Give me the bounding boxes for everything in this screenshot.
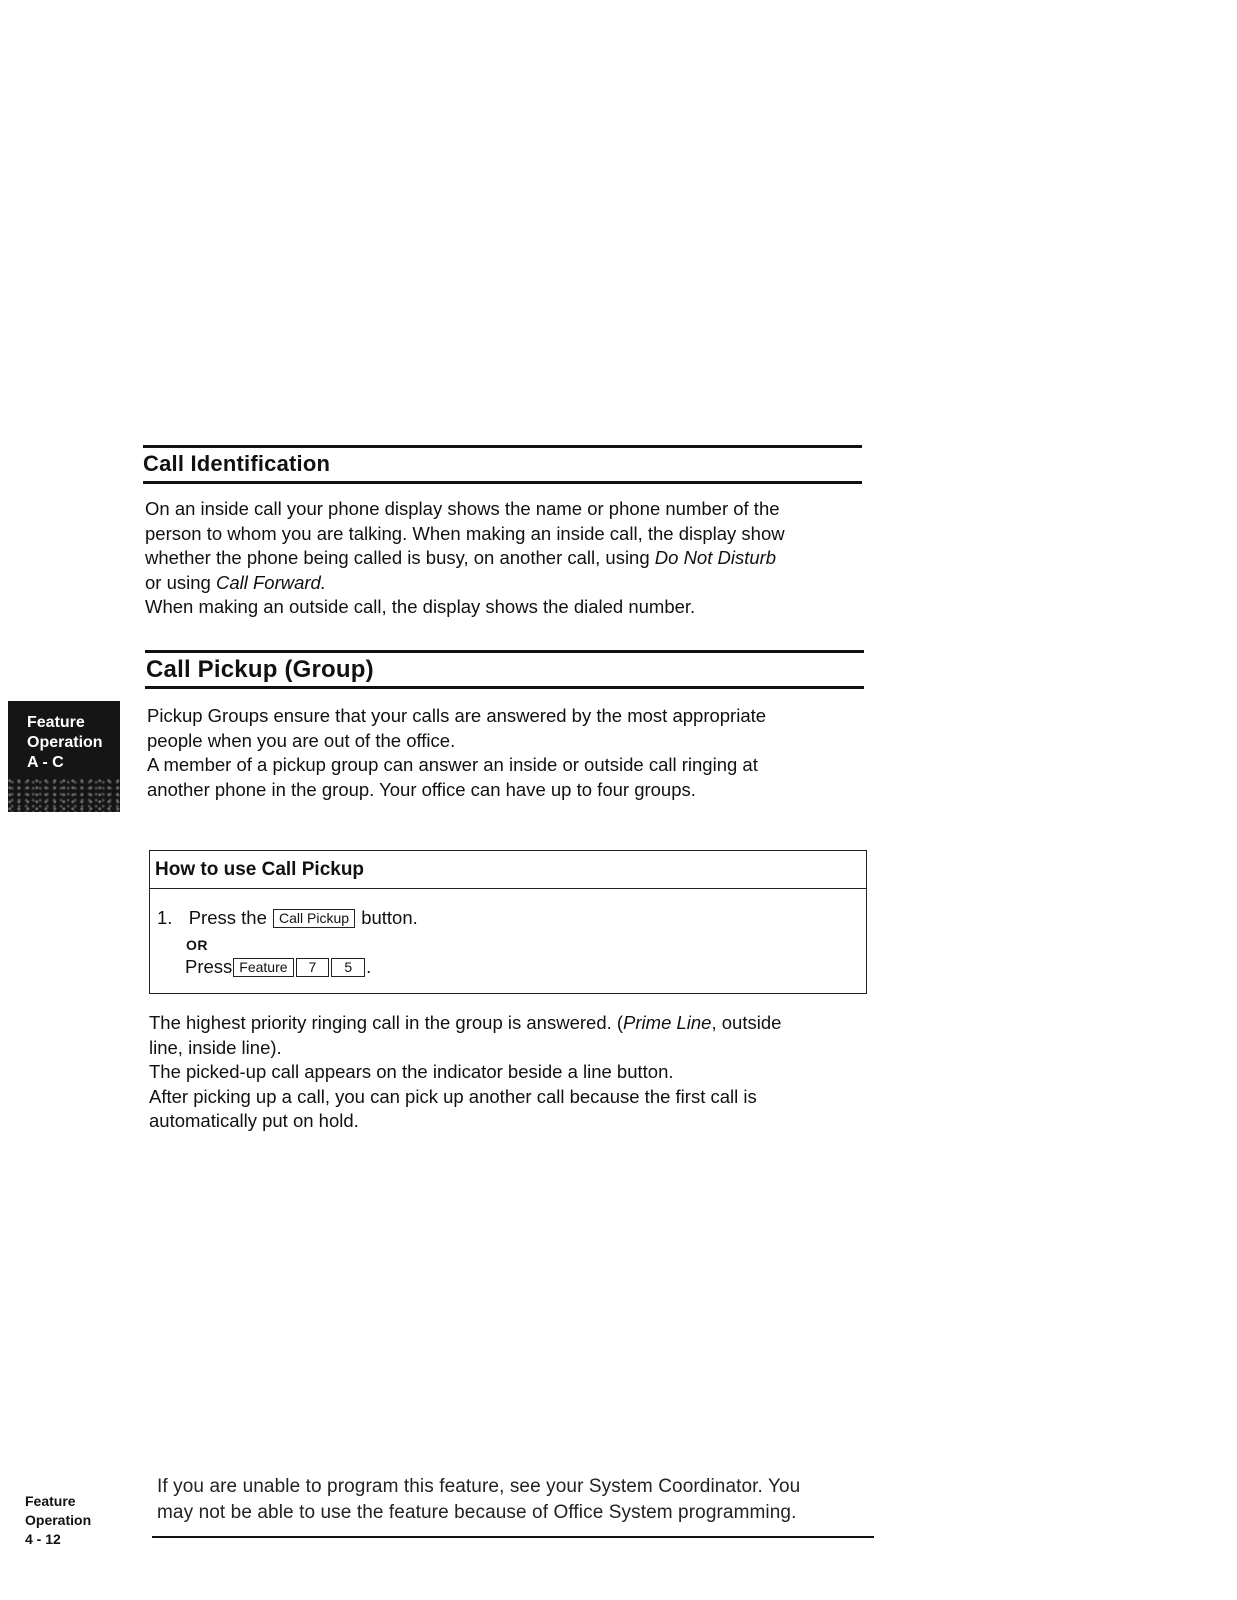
side-tab-line: A - C — [27, 754, 64, 771]
footer-rule — [152, 1536, 874, 1538]
footer-label-line: Feature — [25, 1493, 76, 1509]
footer-section-label — [25, 1492, 91, 1549]
feature-key: Feature — [233, 958, 293, 977]
howto-header — [150, 851, 866, 889]
howto-box — [149, 850, 867, 994]
section-rule-top — [145, 650, 864, 653]
page-number: 4 - 12 — [25, 1531, 61, 1547]
section-rule-bottom — [143, 481, 862, 484]
text-line: whether the phone being called is busy, on another call, using Do Not Disturb — [145, 547, 777, 568]
step-1-alternate — [185, 956, 371, 978]
digit-7-key: 7 — [296, 958, 330, 977]
text-line: On an inside call your phone display shows the name or phone number of the — [145, 498, 780, 519]
text-line: A member of a pickup group can answer an inside or outside call ringing at — [147, 754, 758, 775]
footer-note-line: may not be able to use the feature because of Office System programming. — [157, 1502, 797, 1523]
call-pickup-body — [147, 704, 766, 802]
text-line: The highest priority ringing call in the group is answered. (Prime Line, outside — [149, 1012, 782, 1033]
section-rule-bottom — [145, 686, 864, 689]
call-identification-body — [145, 497, 785, 620]
footer-note-line: If you are unable to program this feature, see your System Coordinator. You — [157, 1476, 801, 1497]
call-pickup-key: Call Pickup — [273, 909, 355, 928]
side-tab-line: Feature — [27, 714, 85, 731]
text-line: people when you are out of the office. — [147, 729, 456, 751]
chapter-side-tab — [8, 701, 120, 812]
text-line: The picked-up call appears on the indicator beside a line button. — [149, 1061, 674, 1082]
section-title-call-pickup: Call Pickup (Group) — [146, 656, 374, 683]
step-text: . — [366, 956, 372, 977]
step-text: Press — [185, 956, 233, 977]
digit-5-key: 5 — [331, 958, 365, 977]
section-rule-top — [143, 445, 862, 448]
text-line: Pickup Groups ensure that your calls are answered by the most appropriate — [147, 705, 767, 726]
text-line: or using Call Forward. — [145, 571, 326, 593]
italic-feature-name: Do Not Disturb — [654, 547, 777, 568]
side-tab-texture — [8, 778, 120, 812]
text-line: automatically put on hold. — [149, 1110, 359, 1131]
step-1 — [157, 907, 418, 929]
text-line: another phone in the group. Your office can have up to four groups. — [147, 778, 696, 800]
text-line: When making an outside call, the display shows the dialed number. — [145, 596, 696, 617]
footer-label-line: Operation — [25, 1512, 92, 1528]
italic-feature-name: Prime Line — [623, 1012, 712, 1033]
text-line: line, inside line). — [149, 1036, 282, 1058]
howto-title: How to use Call Pickup — [155, 859, 365, 880]
footer-note — [157, 1474, 800, 1526]
or-label: OR — [186, 937, 208, 953]
italic-feature-name: Call Forward. — [215, 571, 326, 593]
side-tab-line: Operation — [27, 734, 103, 751]
step-number: 1. — [157, 907, 173, 928]
step-text: Press the — [188, 907, 267, 928]
text-line: person to whom you are talking. When making an inside call, the display show — [145, 522, 785, 544]
text-line: After picking up a call, you can pick up another call because the first call is — [149, 1085, 757, 1107]
call-pickup-results — [149, 1011, 781, 1134]
step-text: button. — [361, 907, 418, 928]
section-title-call-identification: Call Identification — [143, 451, 331, 476]
